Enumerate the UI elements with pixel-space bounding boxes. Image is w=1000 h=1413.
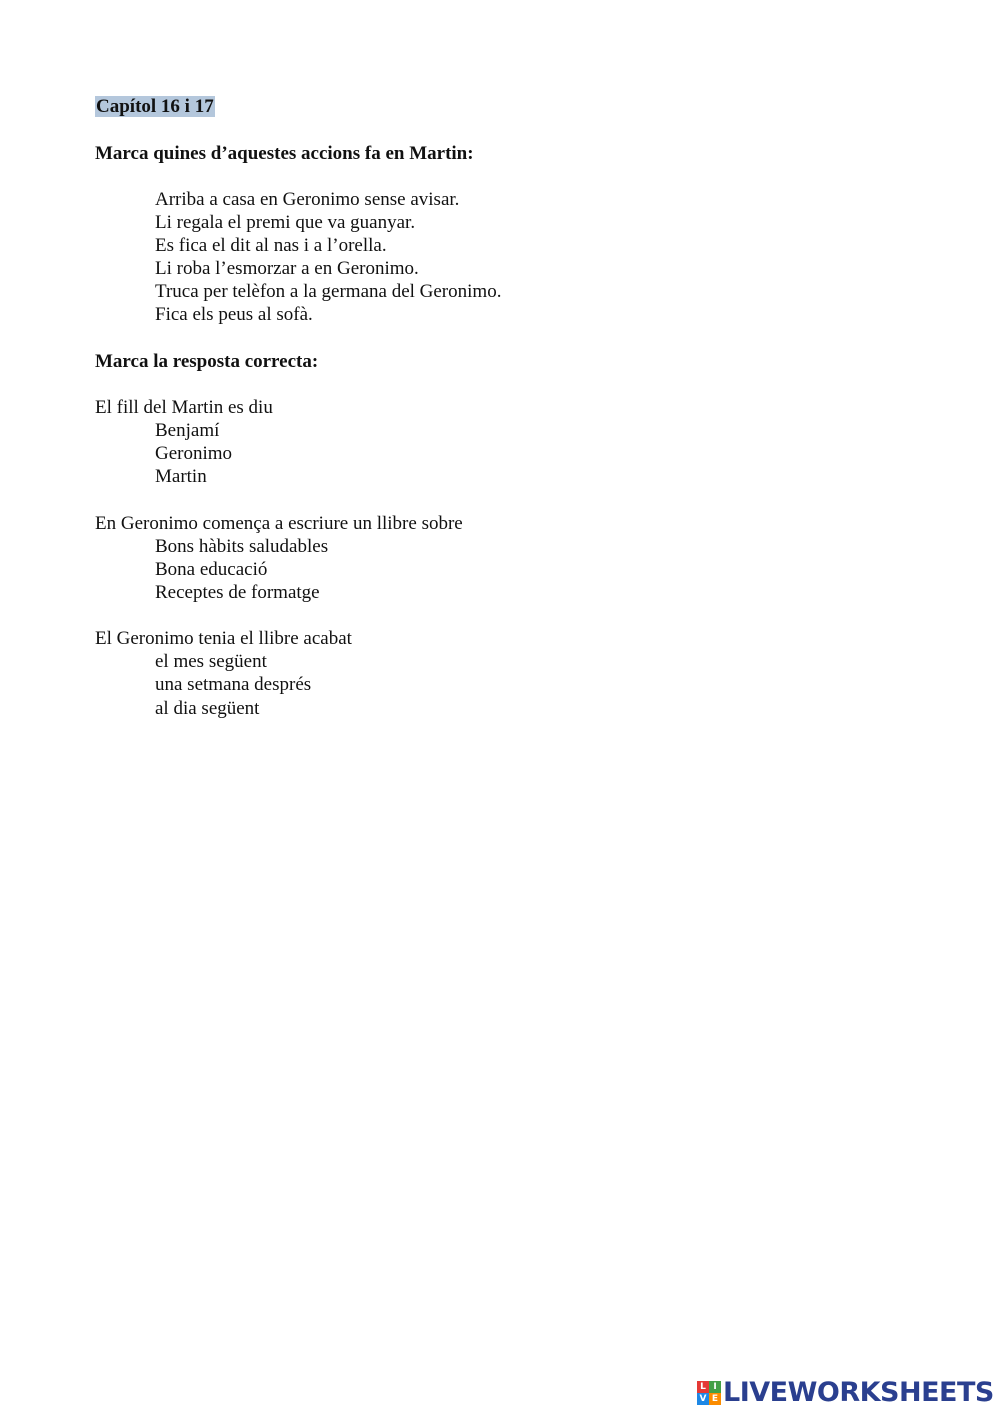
logo-mark-letter: E xyxy=(709,1393,721,1405)
action-item[interactable]: Es fica el dit al nas i a l’orella. xyxy=(155,235,387,256)
logo-mark-letter: I xyxy=(709,1381,721,1393)
question-prompt: El Geronimo tenia el llibre acabat xyxy=(95,628,352,649)
liveworksheets-logo xyxy=(697,1378,994,1408)
liveworksheets-logo-text: LIVEWORKSHEETS xyxy=(723,1377,994,1408)
action-item[interactable]: Arriba a casa en Geronimo sense avisar. xyxy=(155,189,460,210)
liveworksheets-logo-icon xyxy=(697,1381,721,1405)
question-prompt: En Geronimo comença a escriure un llibre sobre xyxy=(95,513,463,534)
page-title: Capítol 16 i 17 xyxy=(96,96,214,117)
page-title-line xyxy=(95,95,215,118)
section1-heading: Marca quines d’aquestes accions fa en Martin: xyxy=(95,143,474,164)
answer-option[interactable]: Bona educació xyxy=(155,559,268,580)
answer-option[interactable]: una setmana després xyxy=(155,674,312,695)
action-item[interactable]: Li regala el premi que va guanyar. xyxy=(155,212,416,233)
question-prompt: El fill del Martin es diu xyxy=(95,397,273,418)
answer-option[interactable]: Bons hàbits saludables xyxy=(155,536,329,557)
action-item[interactable]: Truca per telèfon a la germana del Geronimo. xyxy=(155,281,502,302)
answer-option[interactable]: Martin xyxy=(155,466,207,487)
answer-option[interactable]: Geronimo xyxy=(155,443,233,464)
logo-mark-letter: V xyxy=(697,1393,709,1405)
action-item[interactable]: Li roba l’esmorzar a en Geronimo. xyxy=(155,258,419,279)
action-item[interactable]: Fica els peus al sofà. xyxy=(155,304,313,325)
logo-mark-letter: L xyxy=(697,1381,709,1393)
section2-heading: Marca la resposta correcta: xyxy=(95,351,319,372)
answer-option[interactable]: Benjamí xyxy=(155,420,220,441)
answer-option[interactable]: Receptes de formatge xyxy=(155,582,320,603)
answer-option[interactable]: al dia següent xyxy=(155,698,260,719)
answer-option[interactable]: el mes següent xyxy=(155,651,267,672)
